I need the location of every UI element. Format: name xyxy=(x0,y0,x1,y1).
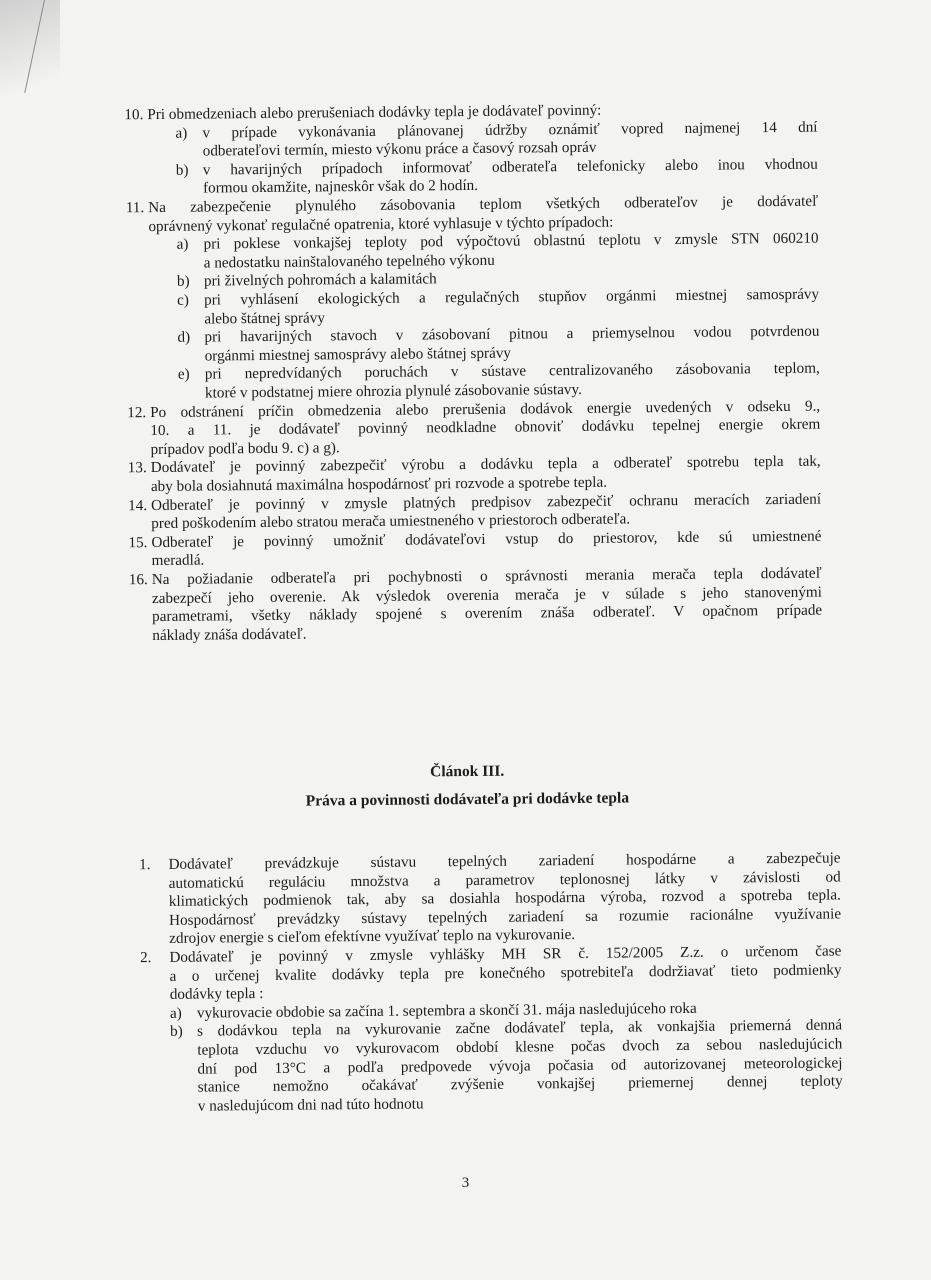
item-text-line: dodávky tepla : xyxy=(169,985,264,1004)
sub-item-text-line: s dodávkou tepla na vykurovanie začne dodávateľ tepla, ak vonkajšia priemerná denná xyxy=(197,1016,843,1041)
item-text-line: náklady znáša dodávateľ. xyxy=(152,625,307,644)
sub-item-text-line: a nedostatku nainštalovaného tepelného výkonu xyxy=(203,251,495,272)
sub-item-text-line: alebo štátnej správy xyxy=(204,308,325,328)
sub-item-letter: b) xyxy=(175,161,189,179)
item-text-line: zdrojov energie s cieľom efektívne využívať teplo na vykurovanie. xyxy=(169,926,576,948)
sub-item-text-line: v havarijných prípadoch informovať odberateľa telefonicky alebo inou vhodnou xyxy=(202,155,818,179)
sub-item-text-line: formou okamžite, najneskôr však do 2 hodín. xyxy=(202,177,479,197)
item-number: 12. xyxy=(127,403,147,421)
item-text-line: Na požiadanie odberateľa pri pochybnosti o správnosti merania merača tepla dodávateľ xyxy=(151,564,822,589)
item-text-line: Odberateľ je povinný umožniť dodávateľovi vstup do priestorov, kde sú umiestnené xyxy=(151,527,822,551)
sub-item-letter: a) xyxy=(175,124,188,142)
sub-item-text-line: v nasledujúcom dni nad túto hodnotu xyxy=(197,1095,424,1115)
sub-item-text-line: v prípade vykonávania plánovanej údržby oznámiť vopred najmenej 14 dní xyxy=(202,118,818,142)
item-number: 13. xyxy=(127,459,147,477)
item-text-line: Hospodárnosť prevádzky sústavy tepelných zariadení sa rozumie racionálne využívanie xyxy=(168,905,842,929)
item-number: 16. xyxy=(128,571,148,589)
item-number: 11. xyxy=(125,199,145,217)
sub-item-text-line: pri nepredvídaných poruchách v sústave centralizovaného zásobovania teplom, xyxy=(204,360,820,383)
item-number: 2. xyxy=(139,949,152,967)
article-title: Článok III. xyxy=(430,762,505,781)
article-subtitle: Práva a povinnosti dodávateľa pri dodávke tepla xyxy=(305,789,630,810)
list-item xyxy=(0,0,925,197)
item-text-line: aby bola dosiahnutá maximálna hospodárnosť pri rozvode a spotrebe tepla. xyxy=(150,473,608,496)
sub-item-text-line: teplota vzduchu vo vykurovacom období klesne počas dvoch za sebou nasledujúcich xyxy=(197,1035,843,1059)
sub-item-letter: a) xyxy=(169,1004,182,1022)
item-text-line: Dodávateľ prevádzkuje sústavu tepelných zariadení hospodárne a zabezpečuje xyxy=(168,849,841,873)
sub-item-text-line: pri havarijných stavoch v zásobovaní pitnou a priemyselnou vodou potvrdenou xyxy=(204,322,820,346)
item-number: 10. xyxy=(124,106,144,124)
item-text-line: zabezpečí jeho overenie. Ak výsledok overenia merača je v súlade s jeho stanovenými xyxy=(151,583,823,607)
sub-item-text-line: pri živelných pohromách a kalamitách xyxy=(203,270,437,290)
item-number: 14. xyxy=(128,496,148,514)
item-text-line: Po odstránení príčin obmedzenia alebo prerušenia dodávok energie uvedených v odseku 9., xyxy=(150,397,821,421)
sub-item-text-line: odberateľovi termín, miesto výkonu práce a časový rozsah opráv xyxy=(202,138,597,160)
item-text-line: Odberateľ je povinný v zmysle platných predpisov zabezpečiť ochranu meracích zariadení xyxy=(150,490,822,514)
item-text-line: 10. a 11. je dodávateľ povinný neodkladne obnoviť dodávku tepelnej energie okrem xyxy=(150,415,821,440)
sub-item-text-line: dní pod 13°C a podľa predpovede vývoja počasia od autorizovanej meteorologickej xyxy=(197,1054,843,1078)
obligations-list-continued xyxy=(0,0,925,644)
scan-shadow xyxy=(0,0,60,120)
item-text-line: prípadov podľa bodu 9. c) a g). xyxy=(150,439,340,458)
item-text-line: automatickú reguláciu množstva a parametrov teplonosnej látky v závislosti od xyxy=(168,868,841,892)
sub-item-letter: d) xyxy=(177,328,191,346)
item-text-line: meradlá. xyxy=(151,551,205,570)
sub-item-text-line: pri poklese vonkajšej teploty pod výpočtovú oblastnú teplotu v zmysle STN 060210 xyxy=(203,229,819,253)
item-text-line: parametrami, všetky náklady spojené s overením znáša odberateľ. V opačnom prípade xyxy=(152,601,823,626)
sub-item-letter: b) xyxy=(176,273,190,291)
sub-item-letter: a) xyxy=(176,235,189,253)
sub-item-text-line: stanice nemožno očakávať zvýšenie vonkajšej priemernej dennej teploty xyxy=(197,1072,843,1096)
item-number: 15. xyxy=(128,533,148,552)
item-text-line: Na zabezpečenie plynulého zásobovania teplom všetkých odberateľov je dodávateľ xyxy=(148,192,819,217)
item-number: 1. xyxy=(139,856,151,874)
page-number: 3 xyxy=(461,1175,470,1191)
item-text-line: Dodávateľ je povinný v zmysle vyhlášky MH SR č. 152/2005 Z.z. o určenom čase xyxy=(169,942,842,966)
item-text-line: oprávnený vykonať regulačné opatrenia, ktoré vyhlasuje v týchto prípadoch: xyxy=(148,213,614,235)
item-text-line: pred poškodením alebo stratou merača umiestneného v priestoroch odberateľa. xyxy=(151,510,631,533)
sub-item-text-line: pri vyhlásení ekologických a regulačných stupňov orgánmi miestnej samosprávy xyxy=(204,285,820,309)
sub-item-text-line: vykurovacie obdobie sa začína 1. septembra a skončí 31. mája nasledujúceho roka xyxy=(196,999,697,1022)
sub-item-letter: c) xyxy=(177,291,190,309)
item-text-line: Pri obmedzeniach alebo prerušeniach dodávky tepla je dodávateľ povinný: xyxy=(147,101,602,124)
item-text-line: klimatických podmienok tak, aby sa dosiahla hospodárna výroba, rozvod a spotreba tepla. xyxy=(168,886,841,911)
sub-item-letter: e) xyxy=(177,366,190,384)
sub-item-text-line: ktoré v podstatnej miere ohrozia plynulé zásobovanie sústavy. xyxy=(204,380,582,402)
sub-item-text-line: orgánmi miestnej samosprávy alebo štátnej správy xyxy=(204,344,512,365)
item-text-line: a o určenej kvalite dodávky tepla pre konečného spotrebiteľa dodržiavať tieto podmienky xyxy=(169,961,842,985)
item-text-line: Dodávateľ je povinný zabezpečiť výrobu a dodávku tepla a odberateľ spotrebu tepla tak, xyxy=(150,453,821,477)
sub-item-letter: b) xyxy=(170,1023,183,1041)
